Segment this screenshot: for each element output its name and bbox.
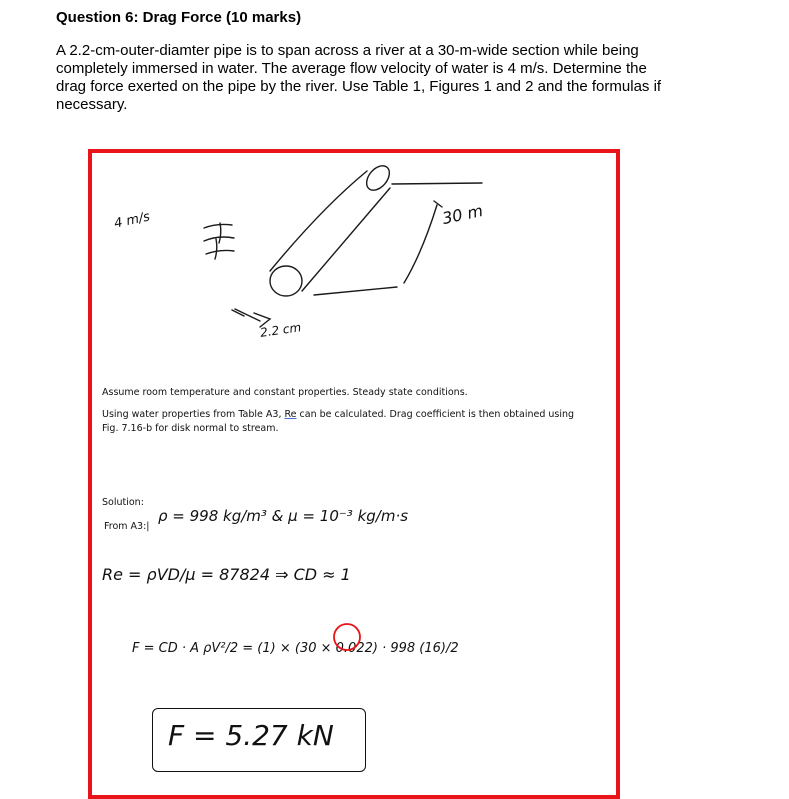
coefficient-circle [92, 153, 616, 795]
properties-line: ρ = 998 kg/m³ & μ = 10⁻³ kg/m·s [158, 507, 409, 525]
method-text-post: can be calculated. Drag coefficient is then obtained using Fig. 7.16-b for disk normal to stream. [102, 409, 575, 434]
method-text-pre: Using water properties from Table A3, [102, 409, 285, 420]
assumptions-text: Assume room temperature and constant properties. Steady state conditions. [102, 387, 468, 398]
answer-frame [88, 149, 620, 799]
velocity-label: 4 m/s [112, 209, 152, 232]
question-prompt: A 2.2-cm-outer-diamter pipe is to span across a river at a 30-m-wide section while being completely immersed in water. The average flow velocity of water is 4 m/s. Determine the drag force exerted on the pipe by the river. Use Table 1, Figures 1 and 2 and the formulas if necessary. [56, 42, 662, 113]
final-answer: F = 5.27 kN [168, 719, 334, 752]
diameter-label: 2.2 cm [259, 320, 302, 340]
from-a3-label: From A3:| [104, 521, 150, 532]
solution-label: Solution: [102, 497, 144, 508]
length-label: 30 m [440, 200, 485, 229]
method-re-word: Re [284, 409, 297, 420]
question-title: Question 6: Drag Force (10 marks) [56, 9, 302, 26]
force-line: F = CD · A ρV²/2 = (1) × (30 × 0.022) · 998 (16)/2 [132, 641, 459, 656]
reynolds-line: Re = ρVD/μ = 87824 ⇒ CD ≈ 1 [102, 565, 351, 584]
